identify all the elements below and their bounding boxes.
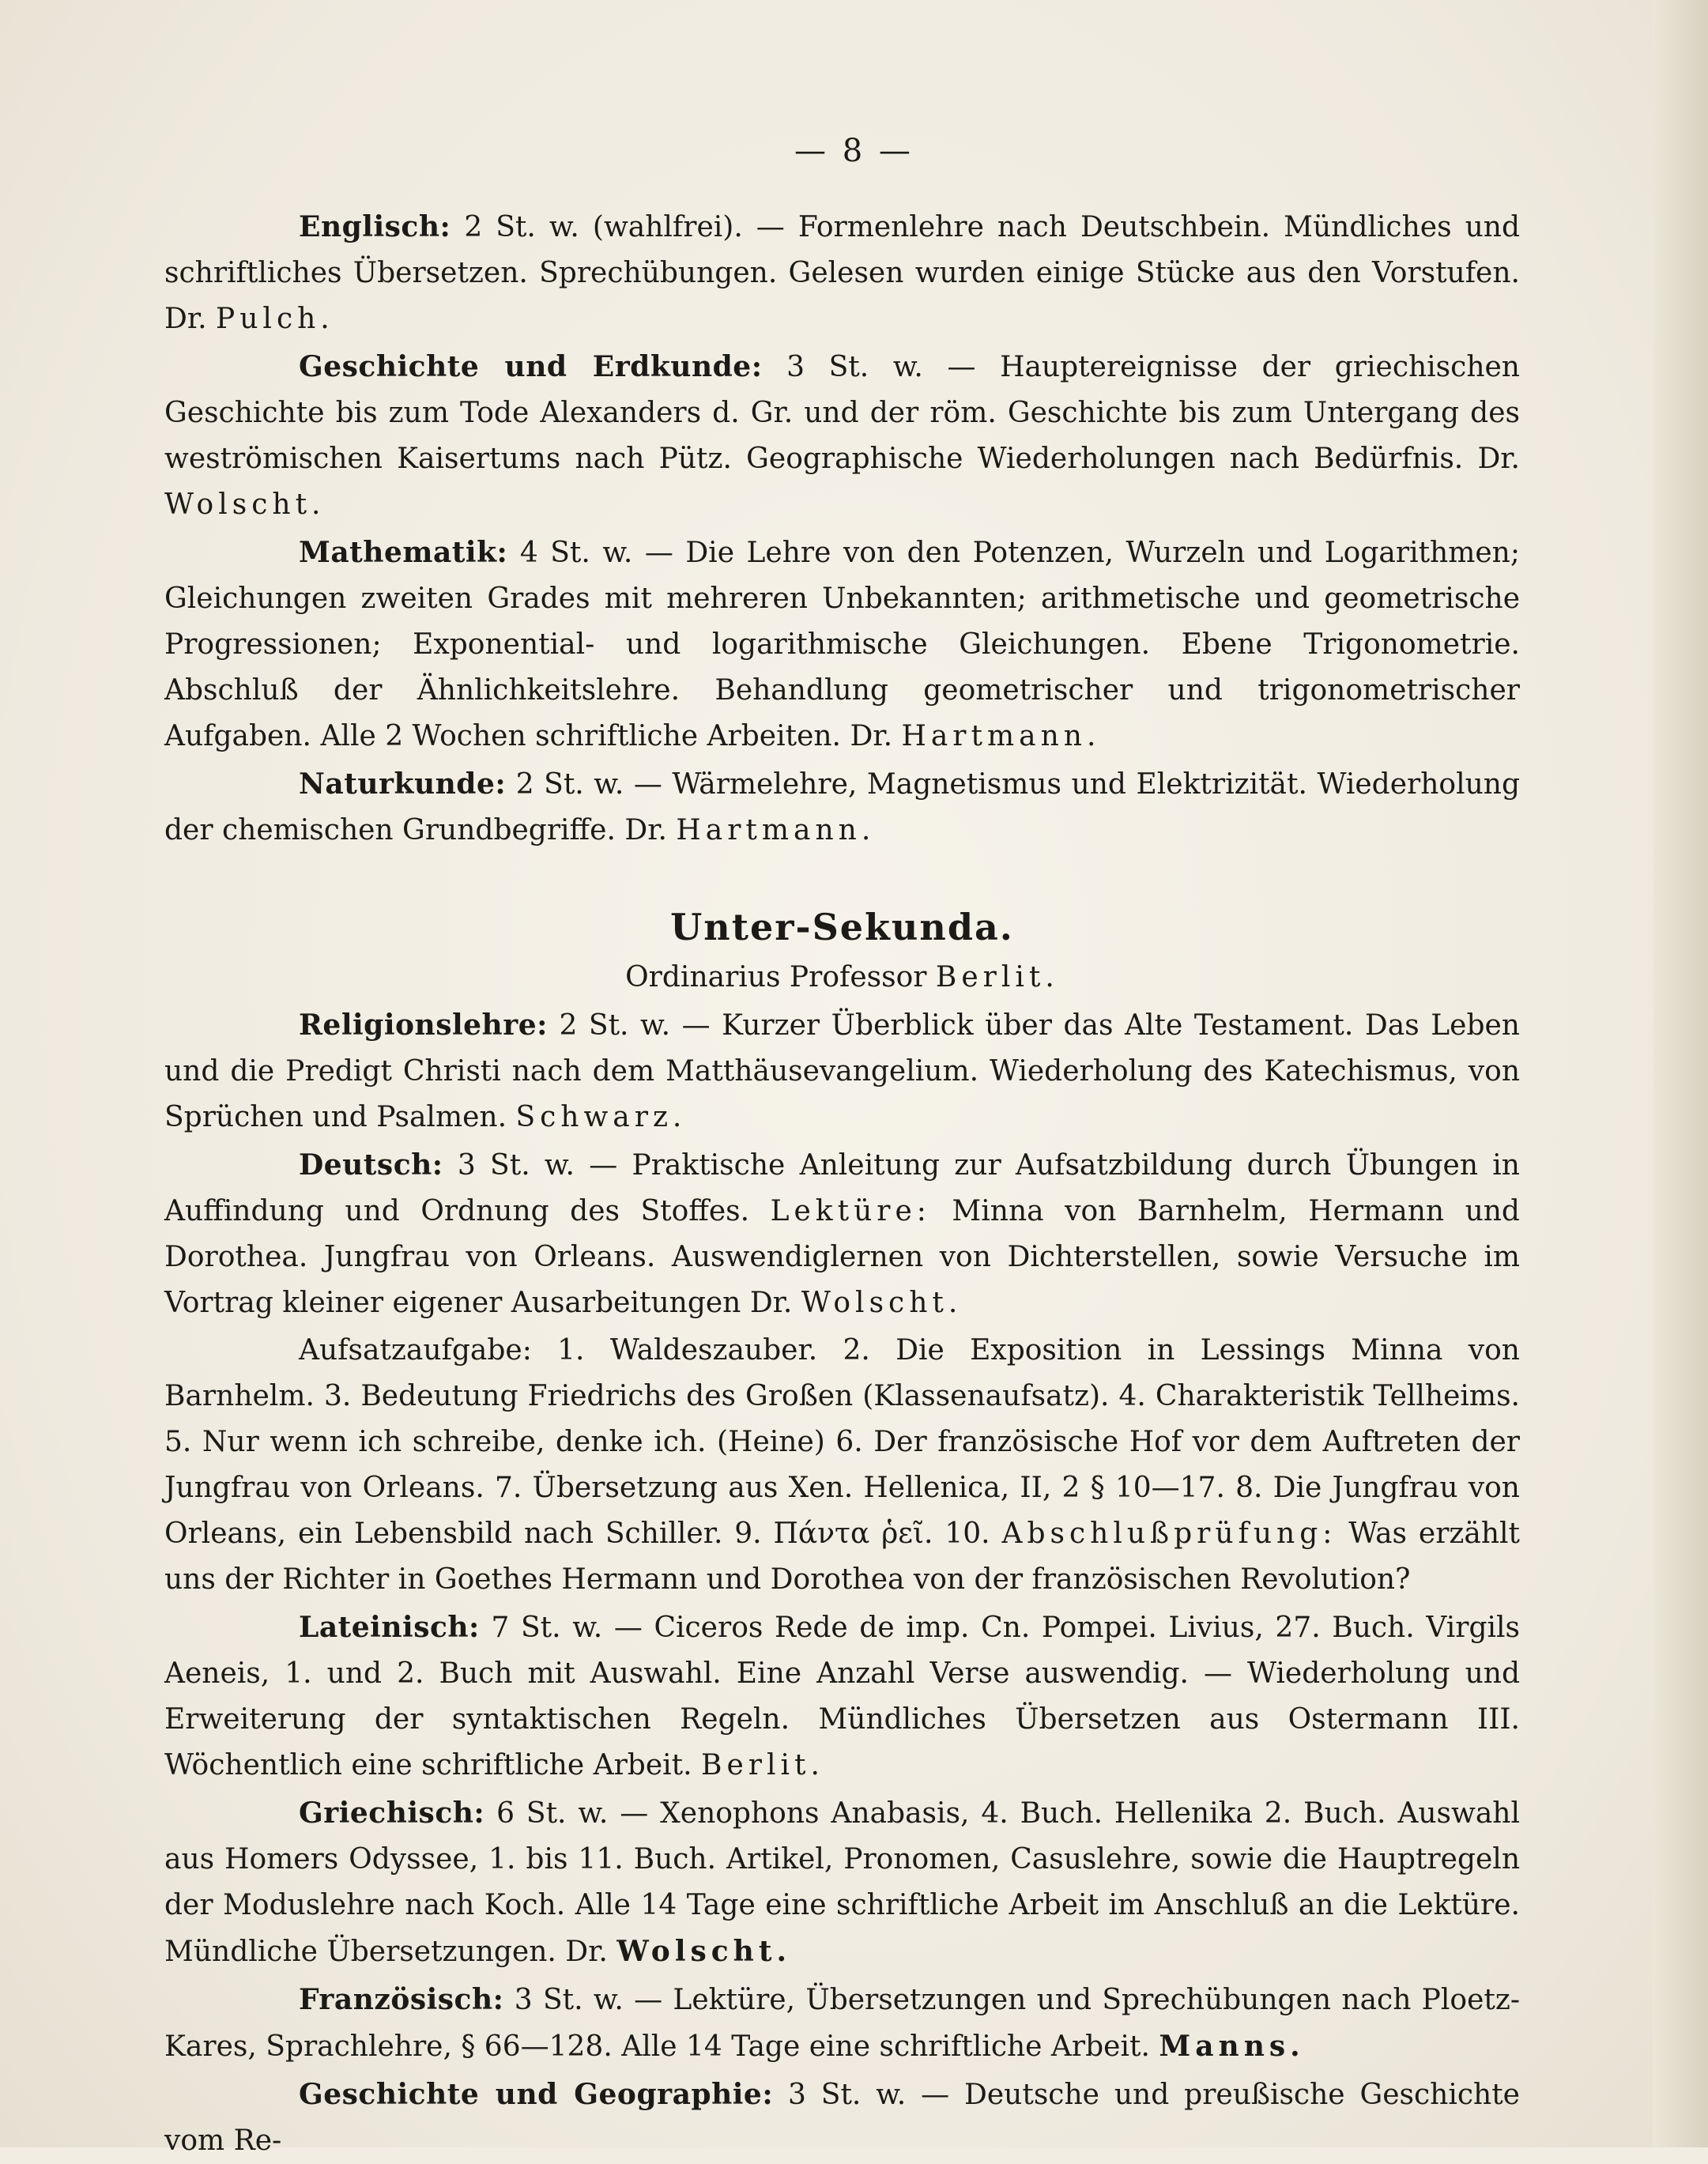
section-ordinarius — [164, 955, 1520, 1001]
teacher-name: Schwarz. — [515, 1101, 687, 1133]
paragraph-text: 3 St. w. — Praktische Anleitung zur Aufsatzbildung durch Übungen in Auffindung und Ordnung des Stoffes. — [164, 1149, 1520, 1227]
teacher-name: Manns. — [1159, 2030, 1305, 2063]
section-title: Unter-Sekunda. — [670, 906, 1014, 948]
ordinarius-name: Berlit. — [935, 961, 1059, 993]
paragraph-naturkunde — [164, 761, 1520, 854]
subject-heading-geschichte-geographie: Geschichte und Geographie: — [299, 2078, 774, 2111]
subject-heading-religion: Religionslehre: — [299, 1008, 548, 1042]
paragraph-text: 7 St. w. — Ciceros Rede de imp. Cn. Pompei. Livius, 27. Buch. Virgils Aeneis, 1. und 2. Buch mit Auswahl. Eine Anzahl Verse auswendig. — Wiederholung und Erweiterung der syntaktischen Regeln. Mündliches Übersetzen aus Ostermann III. Wöchentlich eine schriftliche Arbeit. — [164, 1612, 1520, 1781]
teacher-name: Hartmann. — [676, 814, 876, 846]
subject-heading-deutsch: Deutsch: — [299, 1148, 443, 1182]
paragraph-geschichte-geographie — [164, 2072, 1520, 2164]
aufsatz-label: Aufsatzaufgabe: — [299, 1334, 532, 1367]
paragraph-text: 3 St. w. — Hauptereignisse der griechischen Geschichte bis zum Tode Alexanders d. Gr. und der röm. Geschichte bis zum Untergang des weströmischen Kaisertums nach Pütz. Geographische Wiederholungen nach Bedürfnis. Dr. — [164, 351, 1520, 475]
page-body — [164, 204, 1520, 2164]
subject-heading-naturkunde: Naturkunde: — [299, 767, 507, 801]
page-number: — 8 — — [794, 133, 914, 169]
teacher-name: Wolscht. — [164, 488, 326, 521]
subject-heading-englisch: Englisch: — [299, 210, 451, 243]
paragraph-text: 2 St. w. — Wärmelehre, Magnetismus und Elektrizität. Wiederholung der chemischen Grundbegriffe. Dr. — [164, 768, 1520, 846]
ordinarius-label: Ordinarius Professor — [625, 961, 936, 993]
page-gutter-shadow — [1653, 0, 1708, 2147]
teacher-name: Wolscht. — [616, 1935, 792, 1968]
subject-heading-latein: Lateinisch: — [299, 1611, 480, 1644]
paragraph-religion — [164, 1002, 1520, 1140]
paragraph-text: 2 St. w. (wahlfrei). — Formenlehre nach Deutschbein. Mündliches und schriftliches Übersetzen. Sprechübungen. Gelesen wurden einige Stücke aus den Vorstufen. Dr. — [164, 211, 1520, 335]
subject-heading-geschichte: Geschichte und Erdkunde: — [299, 350, 763, 383]
paragraph-text: 3 St. w. — Deutsche und preußische Geschichte vom Re- — [164, 2079, 1520, 2157]
paragraph-text: 2 St. w. — Kurzer Überblick über das Alte Testament. Das Leben und die Predigt Christi nach dem Matthäusevangelium. Wiederholung des Katechismus, von Sprüchen und Psalmen. — [164, 1009, 1520, 1133]
pruefung-label: Abschlußprüfung: — [1001, 1517, 1337, 1550]
paragraph-text: 4 St. w. — Die Lehre von den Potenzen, Wurzeln und Logarithmen; Gleichungen zweiten Grades mit mehreren Unbekannten; arithmetische und geometrische Progressionen; Exponential- und logarithmische Gleichungen. Ebene Trigonometrie. Abschluß der Ähnlichkeitslehre. Behandlung geometrischer und trigonometrischer Aufgaben. Alle 2 Wochen schriftliche Arbeiten. Dr. — [164, 537, 1520, 752]
paragraph-aufsatzaufgabe — [164, 1328, 1520, 1603]
paragraph-text: 3 St. w. — Lektüre, Übersetzungen und Sprechübungen nach Ploetz-Kares, Sprachlehre, § 66—128. Alle 14 Tage eine schriftliche Arbeit. — [164, 1984, 1520, 2063]
paragraph-latein — [164, 1604, 1520, 1789]
paragraph-geschichte — [164, 344, 1520, 528]
subject-heading-griechisch: Griechisch: — [299, 1796, 485, 1830]
paragraph-deutsch — [164, 1142, 1520, 1326]
teacher-name: Hartmann. — [901, 720, 1101, 752]
paragraph-mathematik — [164, 530, 1520, 760]
lektuere-label: Lektüre: — [770, 1195, 931, 1227]
paragraph-englisch — [164, 204, 1520, 342]
paragraph-text: 1. Waldeszauber. 2. Die Exposition in Lessings Minna von Barnhelm. 3. Bedeutung Friedrichs des Großen (Klassenaufsatz). 4. Charakteristik Tellheims. 5. Nur wenn ich schreibe, denke ich. (Heine) 6. Der französische Hof vor dem Auftreten der Jungfrau von Orleans. 7. Übersetzung aus Xen. Hellenica, II, 2 § 10—17. 8. Die Jungfrau von Orleans, ein Lebensbild nach Schiller. 9. Πάντα ῥεῖ. 10. — [164, 1334, 1520, 1550]
subject-heading-franzoesisch: Französisch: — [299, 1983, 504, 2016]
teacher-name: Wolscht. — [801, 1287, 963, 1319]
paragraph-griechisch — [164, 1790, 1520, 1975]
paragraph-text: 6 St. w. — Xenophons Anabasis, 4. Buch. Hellenika 2. Buch. Auswahl aus Homers Odyssee, 1. bis 11. Buch. Artikel, Pronomen, Casuslehre, sowie die Hauptregeln der Moduslehre nach Koch. Alle 14 Tage eine schriftliche Arbeit im Anschluß an die Lektüre. Mündliche Übersetzungen. Dr. — [164, 1797, 1520, 1968]
paragraph-text: Minna von Barnhelm, Hermann und Dorothea. Jungfrau von Orleans. Auswendiglernen von Dichterstellen, sowie Versuche im Vortrag kleiner eigener Ausarbeitungen Dr. — [164, 1195, 1520, 1319]
paragraph-franzoesisch — [164, 1977, 1520, 2070]
teacher-name: Berlit. — [701, 1749, 824, 1781]
paragraph-text: Was erzählt uns der Richter in Goethes Hermann und Dorothea von der französischen Revolution? — [164, 1517, 1520, 1596]
subject-heading-mathematik: Mathematik: — [299, 536, 508, 569]
teacher-name: Pulch. — [216, 303, 334, 335]
